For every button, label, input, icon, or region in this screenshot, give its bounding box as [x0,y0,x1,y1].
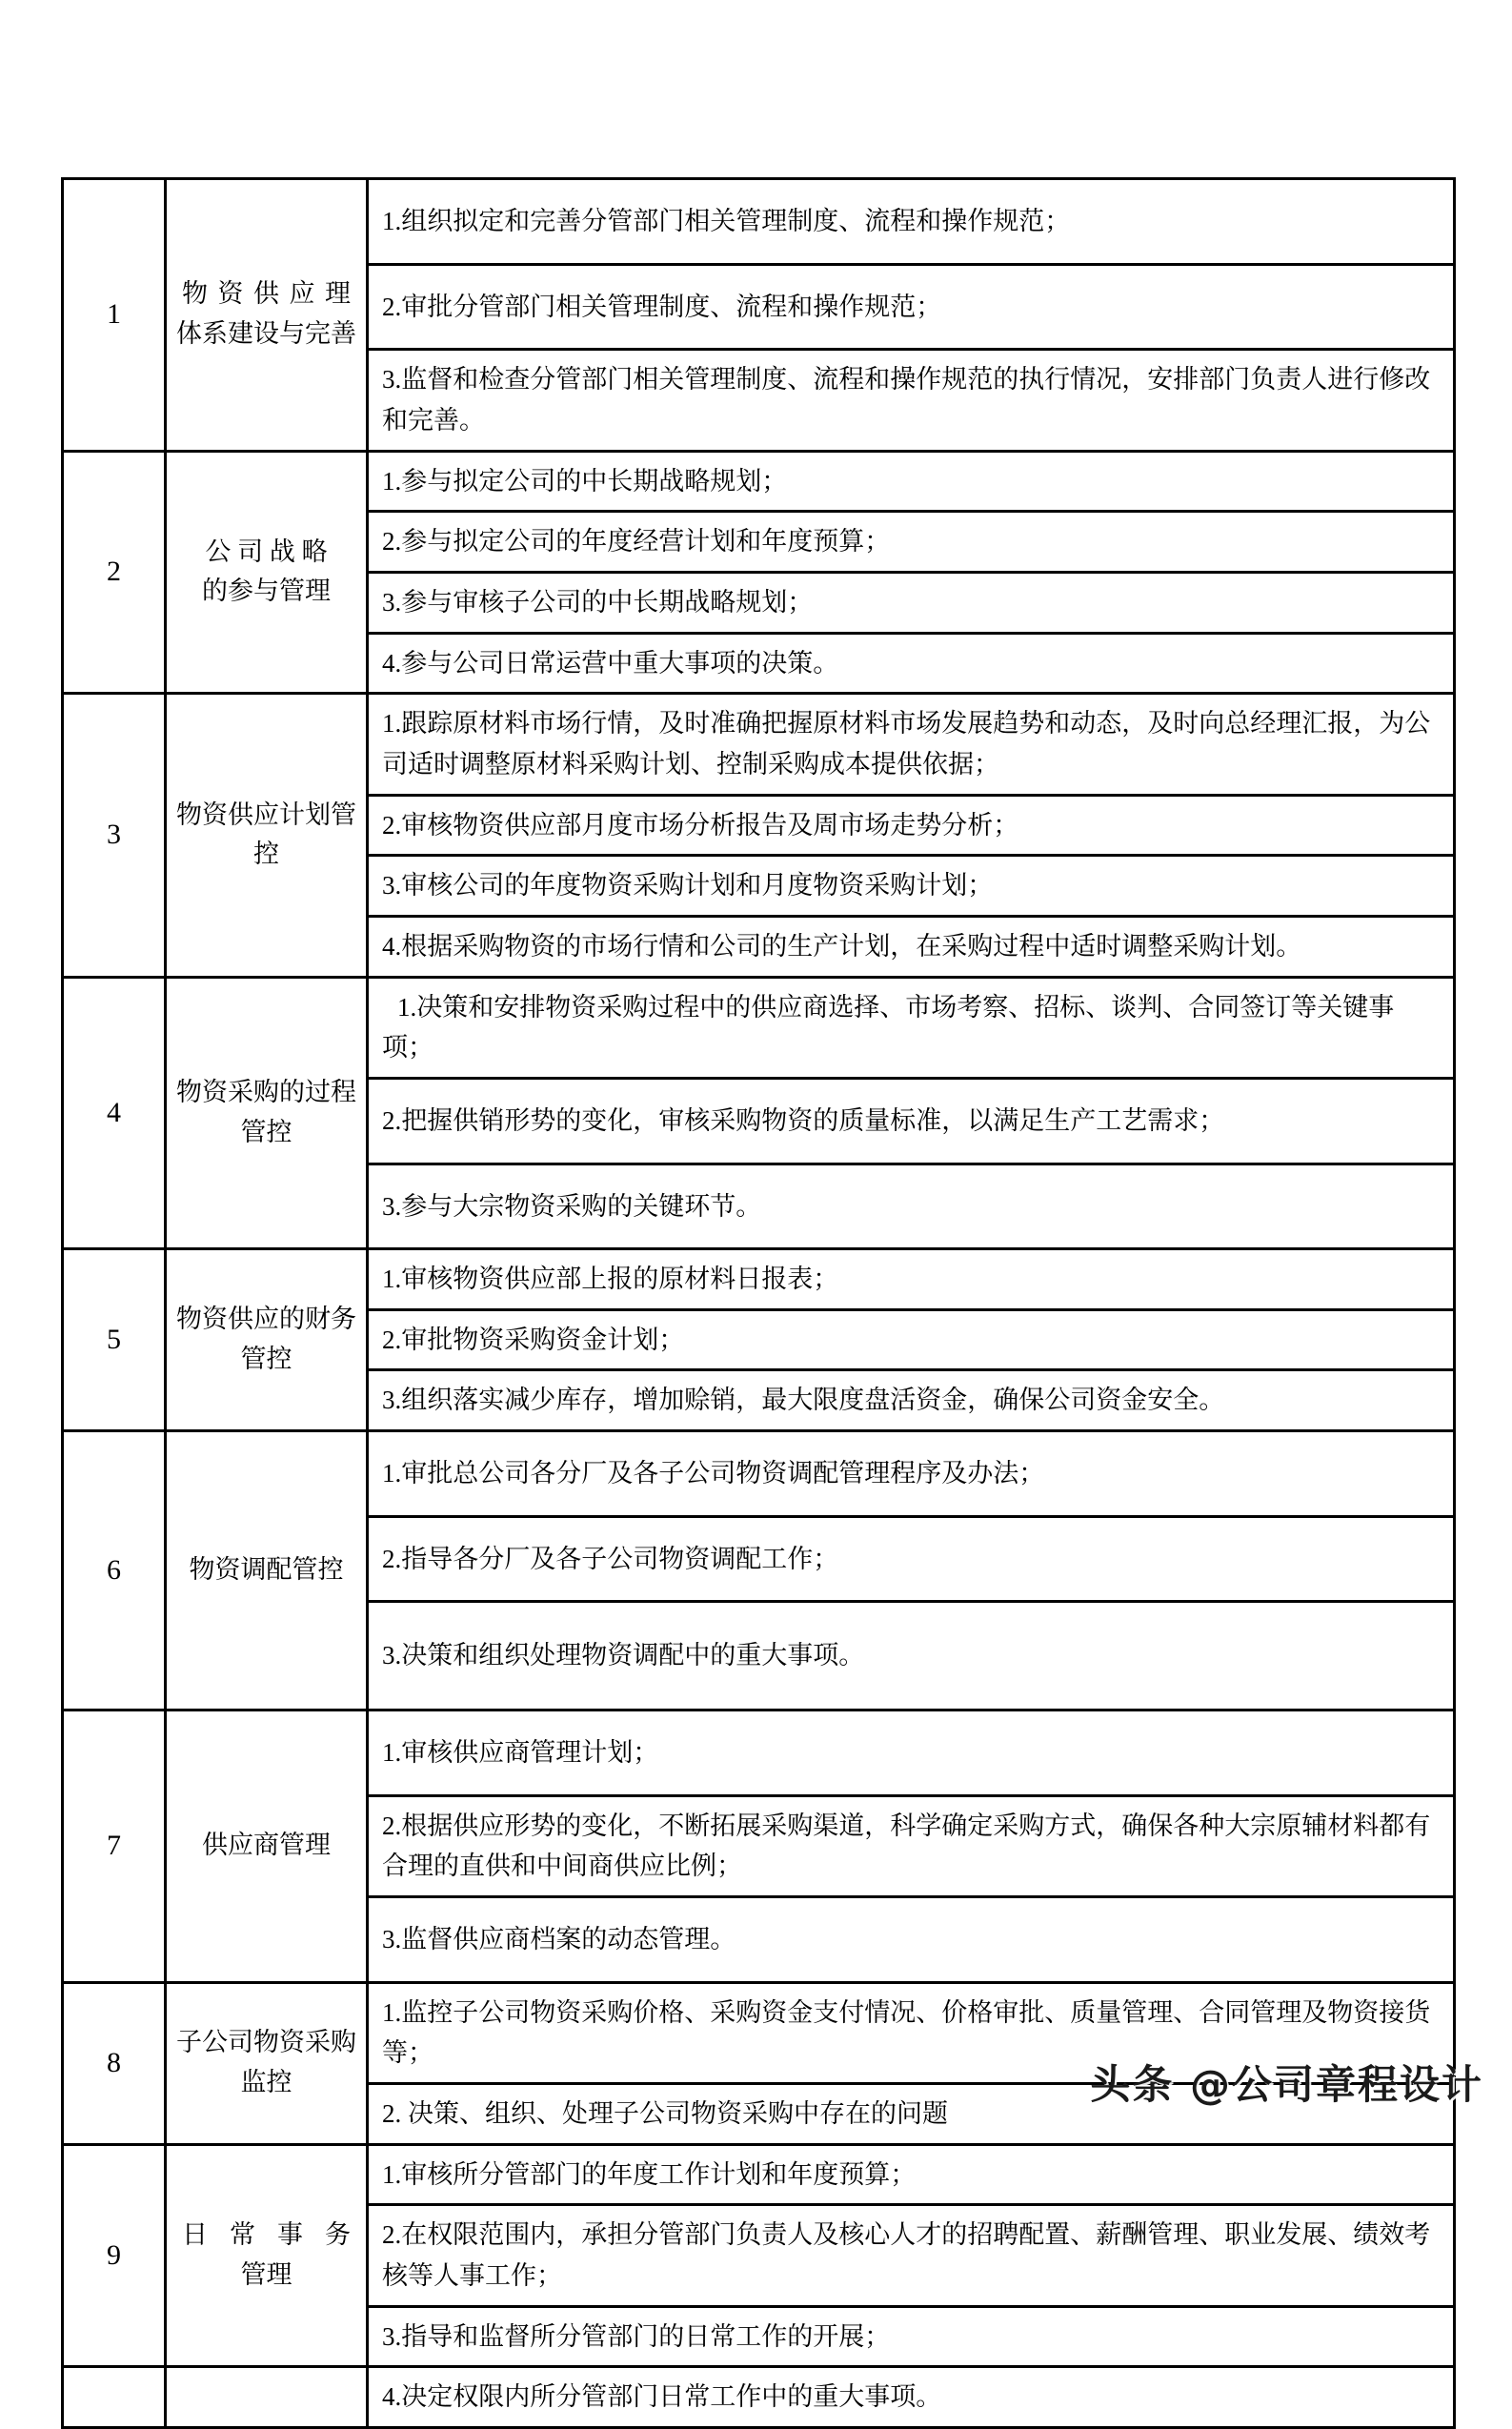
duty-item: 2.在权限范围内，承担分管部门负责人及核心人才的招聘配置、薪酬管理、职业发展、绩效考核等人事工作； [368,2205,1455,2306]
row-category-cell [166,977,368,1249]
row-category-cell [166,2144,368,2367]
row-category-cell [166,1982,368,2144]
duty-item: 1.监控子公司物资采购价格、采购资金支付情况、价格审批、质量管理、合同管理及物资接货等； [368,1982,1455,2083]
row-index-cell: 4 [63,977,166,1249]
row-index-cell: 5 [63,1249,166,1431]
row-index-cell: 8 [63,1982,166,2144]
duty-item: 2.审批物资采购资金计划； [368,1309,1455,1370]
table-row [63,694,1455,795]
category-line: 管控 [240,1117,292,1146]
duty-item: 1.审核物资供应部上报的原材料日报表； [368,1249,1455,1310]
duty-item: 3.监督和检查分管部门相关管理制度、流程和操作规范的执行情况，安排部门负责人进行修改和完善。 [368,350,1455,451]
duty-item: 1.审批总公司各分厂及各子公司物资调配管理程序及办法； [368,1431,1455,1517]
duty-item: 2.根据供应形势的变化，不断拓展采购渠道，科学确定采购方式，确保各种大宗原辅材料都有合理的直供和中间商供应比例； [368,1795,1455,1896]
category-line: 监控 [240,2068,292,2097]
category-line: 子公司物资采购 [176,2028,356,2057]
category-line: 公 司 战 略 [205,536,328,566]
category-line: 日 常 事 务 [182,2220,351,2250]
row-index-cell: 2 [63,451,166,694]
category-line: 的参与管理 [202,577,331,606]
duty-item: 1.跟踪原材料市场行情，及时准确把握原材料市场发展趋势和动态，及时向总经理汇报，为公司适时调整原材料采购计划、控制采购成本提供依据； [368,694,1455,795]
row-category-cell [166,1431,368,1710]
duty-item: 2. 决策、组织、处理子公司物资采购中存在的问题 [368,2084,1455,2145]
row-category-cell [166,1249,368,1431]
duty-item: 2.指导各分厂及各子公司物资调配工作； [368,1516,1455,1602]
table-row [63,2367,1455,2428]
row-index-cell: 6 [63,1431,166,1710]
row-category-cell [166,1710,368,1983]
watermark: 头条 @公司章程设计 [1090,2061,1483,2108]
duty-item: 2.审核物资供应部月度市场分析报告及周市场走势分析； [368,795,1455,856]
duty-item: 1.决策和安排物资采购过程中的供应商选择、市场考察、招标、谈判、合同签订等关键事项； [368,977,1455,1078]
duty-item: 1.参与拟定公司的中长期战略规划； [368,451,1455,512]
duty-item: 2.把握供销形势的变化，审核采购物资的质量标准，以满足生产工艺需求； [368,1078,1455,1164]
duty-item: 3.监督供应商档案的动态管理。 [368,1897,1455,1983]
row-index-cell: 3 [63,694,166,977]
category-line: 物资供应理 [182,279,351,309]
row-index-cell [63,2367,166,2428]
category-line: 管理 [240,2260,292,2289]
duty-item: 1.审核所分管部门的年度工作计划和年度预算； [368,2144,1455,2205]
duty-item: 3.决策和组织处理物资调配中的重大事项。 [368,1602,1455,1710]
row-category-cell [166,451,368,694]
duty-item: 4.参与公司日常运营中重大事项的决策。 [368,633,1455,694]
duty-item: 2.审批分管部门相关管理制度、流程和操作规范； [368,264,1455,350]
row-index-cell: 9 [63,2144,166,2367]
table-row [63,179,1455,265]
row-index-cell: 1 [63,179,166,452]
table-row [63,1249,1455,1310]
table-row [63,1431,1455,1517]
duty-item: 3.参与大宗物资采购的关键环节。 [368,1164,1455,1249]
category-line: 控 [253,840,279,869]
duty-item: 3.审核公司的年度物资采购计划和月度物资采购计划； [368,856,1455,917]
duty-item: 4.根据采购物资的市场行情和公司的生产计划，在采购过程中适时调整采购计划。 [368,916,1455,977]
duty-item: 1.审核供应商管理计划； [368,1710,1455,1796]
row-category-cell [166,2367,368,2428]
duty-item: 1.组织拟定和完善分管部门相关管理制度、流程和操作规范； [368,179,1455,265]
duty-item: 3.参与审核子公司的中长期战略规划； [368,572,1455,633]
row-category-cell [166,179,368,452]
table-row [63,1710,1455,1796]
table-row [63,2144,1455,2205]
category-line: 管控 [240,1345,292,1374]
table-row [63,977,1455,1078]
row-index-cell: 7 [63,1710,166,1983]
category-line: 物资供应的财务 [176,1305,356,1334]
table-row [63,451,1455,512]
category-line: 物资调配管控 [189,1555,344,1585]
duty-item: 2.参与拟定公司的年度经营计划和年度预算； [368,512,1455,573]
duty-item: 4.决定权限内所分管部门日常工作中的重大事项。 [368,2367,1455,2428]
row-category-cell [166,694,368,977]
category-line: 物资采购的过程 [176,1078,356,1106]
category-line: 物资供应计划管 [176,800,356,829]
duty-item: 3.组织落实减少库存，增加赊销，最大限度盘活资金，确保公司资金安全。 [368,1370,1455,1431]
category-line: 供应商管理 [202,1831,331,1860]
duty-item: 3.指导和监督所分管部门的日常工作的开展； [368,2306,1455,2367]
category-line: 体系建设与完善 [176,319,356,349]
